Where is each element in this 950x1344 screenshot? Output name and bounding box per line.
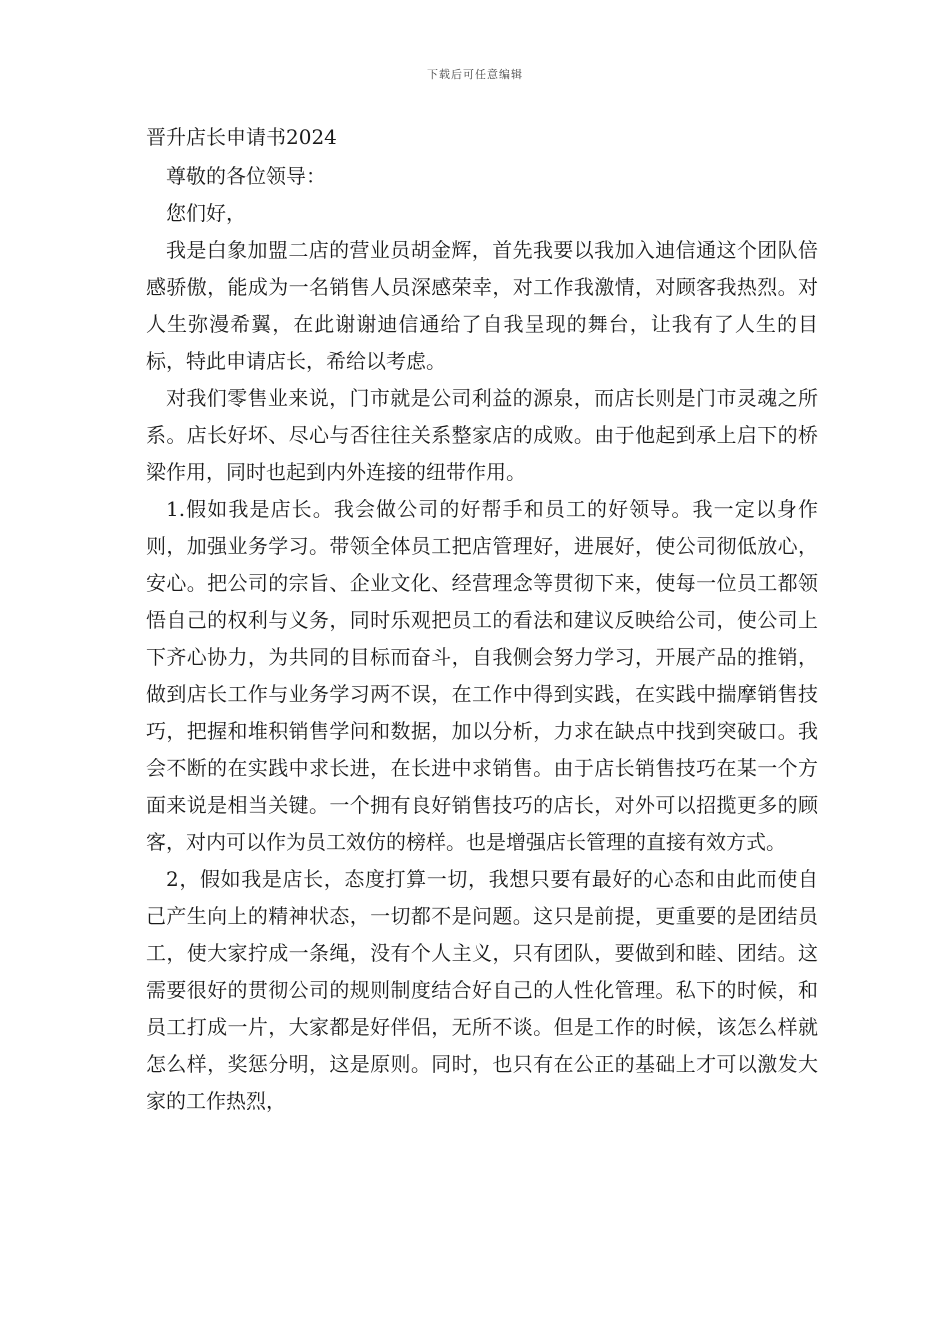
document-title: 晋升店长申请书2024 (146, 125, 337, 149)
greeting: 您们好， (166, 201, 246, 225)
paragraph-point-2: 2，假如我是店长，态度打算一切，我想只要有最好的心态和由此而使自己产生向上的精神状态，一切都不是问题。这只是前提，更重要的是团结员工，使大家拧成一条绳，没有个人主义，只有团队，要做到和睦、团结。这需要很好的贯彻公司的规则制度结合好自己的人性化管理。私下的时候，和员工打成一片，大家都是好伴侣，无所不谈。但是工作的时候，该怎么样就怎么样，奖惩分明，这是原则。同时，也只有在公正的基础上才可以激发大家的工作热烈， (146, 867, 818, 1113)
paragraph-point-1: 1.假如我是店长。我会做公司的好帮手和员工的好领导。我一定以身作则，加强业务学习。带领全体员工把店管理好，进展好，使公司彻低放心，安心。把公司的宗旨、企业文化、经营理念等贯彻下来，使每一位员工都领悟自己的权利与义务，同时乐观把员工的看法和建议反映给公司，使公司上下齐心协力，为共同的目标而奋斗，自我侧会努力学习，开展产品的推销，做到店长工作与业务学习两不误，在工作中得到实践，在实践中揣摩销售技巧，把握和堆积销售学问和数据，加以分析，力求在缺点中找到突破口。我会不断的在实践中求长进，在长进中求销售。由于店长销售技巧在某一个方面来说是相当关键。一个拥有良好销售技巧的店长，对外可以招揽更多的顾客，对内可以作为员工效仿的榜样。也是增强店长管理的直接有效方式。 (146, 497, 818, 854)
paragraph-introduction: 我是白象加盟二店的营业员胡金辉，首先我要以我加入迪信通这个团队倍感骄傲，能成为一名销售人员深感荣幸，对工作我激情，对顾客我热烈。对人生弥漫希翼，在此谢谢迪信通给了自我呈现的舞台，让我有了人生的目标，特此申请店长，希给以考虑。 (146, 238, 818, 373)
paragraph-store-manager-role: 对我们零售业来说，门市就是公司利益的源泉，而店长则是门市灵魂之所系。店长好坏、尽心与否往往关系整家店的成败。由于他起到承上启下的桥梁作用，同时也起到内外连接的纽带作用。 (146, 386, 818, 484)
document-body (146, 120, 818, 1120)
salutation: 尊敬的各位领导： (166, 164, 326, 188)
page-header-note: 下载后可任意编辑 (427, 68, 523, 81)
